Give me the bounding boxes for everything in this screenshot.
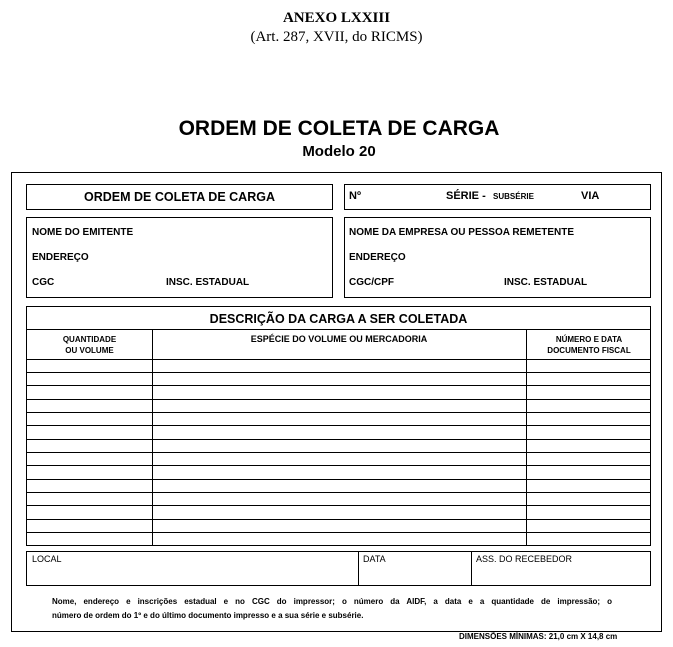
row-line [27, 532, 650, 533]
col-divider-1 [152, 329, 153, 545]
col-especie-header: ESPÉCIE DO VOLUME OU MERCADORIA [250, 334, 428, 344]
data-label: DATA [363, 554, 386, 564]
local-divider [358, 552, 359, 585]
printer-note [52, 595, 612, 623]
descricao-table [26, 306, 651, 546]
row-line [27, 425, 650, 426]
title-box-label: ORDEM DE COLETA DE CARGA [84, 190, 275, 204]
row-line [27, 492, 650, 493]
row-line [27, 479, 650, 480]
col-numero-line1: NÚMERO E DATA [555, 335, 623, 344]
emitente-insc-label: INSC. ESTADUAL [166, 277, 250, 288]
row-line [27, 505, 650, 506]
row-line [27, 465, 650, 466]
row-line [27, 412, 650, 413]
remetente-cgc-label: CGC/CPF [349, 277, 394, 288]
annex-article: (Art. 287, XVII, do RICMS) [250, 29, 423, 45]
remetente-insc-label: INSC. ESTADUAL [504, 277, 588, 288]
col-numero-header [527, 334, 651, 356]
form-title: ORDEM DE COLETA DE CARGA [178, 117, 500, 140]
descricao-title: DESCRIÇÃO DA CARGA A SER COLETADA [209, 312, 468, 326]
annex-title: ANEXO LXXIII [282, 10, 391, 26]
emitente-box [26, 217, 333, 298]
row-line [27, 359, 650, 360]
descricao-title-divider [27, 329, 650, 330]
emitente-cgc-label: CGC [32, 277, 55, 288]
printer-note-line1: Nome, endereço e inscrições estadual e no CGC do impressor; o número da AIDF, a data e a quantidade de impressão; o [52, 597, 612, 606]
number-box [344, 184, 651, 210]
data-divider [471, 552, 472, 585]
col-numero-line2: DOCUMENTO FISCAL [547, 346, 631, 355]
col-quantidade-header [27, 334, 152, 356]
row-line [27, 385, 650, 386]
via-label: VIA [581, 190, 600, 202]
form-model: Modelo 20 [302, 143, 376, 160]
dimensions-text: DIMENSÕES MÍNIMAS: 21,0 cm X 14,8 cm [459, 632, 618, 641]
serie-label: SÉRIE - [446, 190, 486, 202]
printer-note-line2: número de ordem do 1º e do último documento impresso e a sua série e subsérie. [52, 611, 364, 620]
signature-row [26, 551, 651, 586]
row-line [27, 399, 650, 400]
local-label: LOCAL [32, 554, 62, 564]
remetente-box [344, 217, 651, 298]
row-line [27, 439, 650, 440]
emitente-endereco-label: ENDEREÇO [32, 252, 89, 263]
remetente-endereco-label: ENDEREÇO [349, 252, 406, 263]
assinatura-label: ASS. DO RECEBEDOR [476, 554, 573, 564]
col-divider-2 [526, 329, 527, 545]
remetente-nome-label: NOME DA EMPRESA OU PESSOA REMETENTE [349, 227, 575, 238]
title-box [26, 184, 333, 210]
row-line [27, 452, 650, 453]
col-quantidade-line2: OU VOLUME [65, 346, 114, 355]
subserie-label: SUBSÉRIE [493, 192, 534, 201]
row-line [27, 519, 650, 520]
col-quantidade-line1: QUANTIDADE [62, 335, 117, 344]
row-line [27, 372, 650, 373]
numero-label: Nº [349, 190, 361, 202]
emitente-nome-label: NOME DO EMITENTE [32, 227, 134, 238]
